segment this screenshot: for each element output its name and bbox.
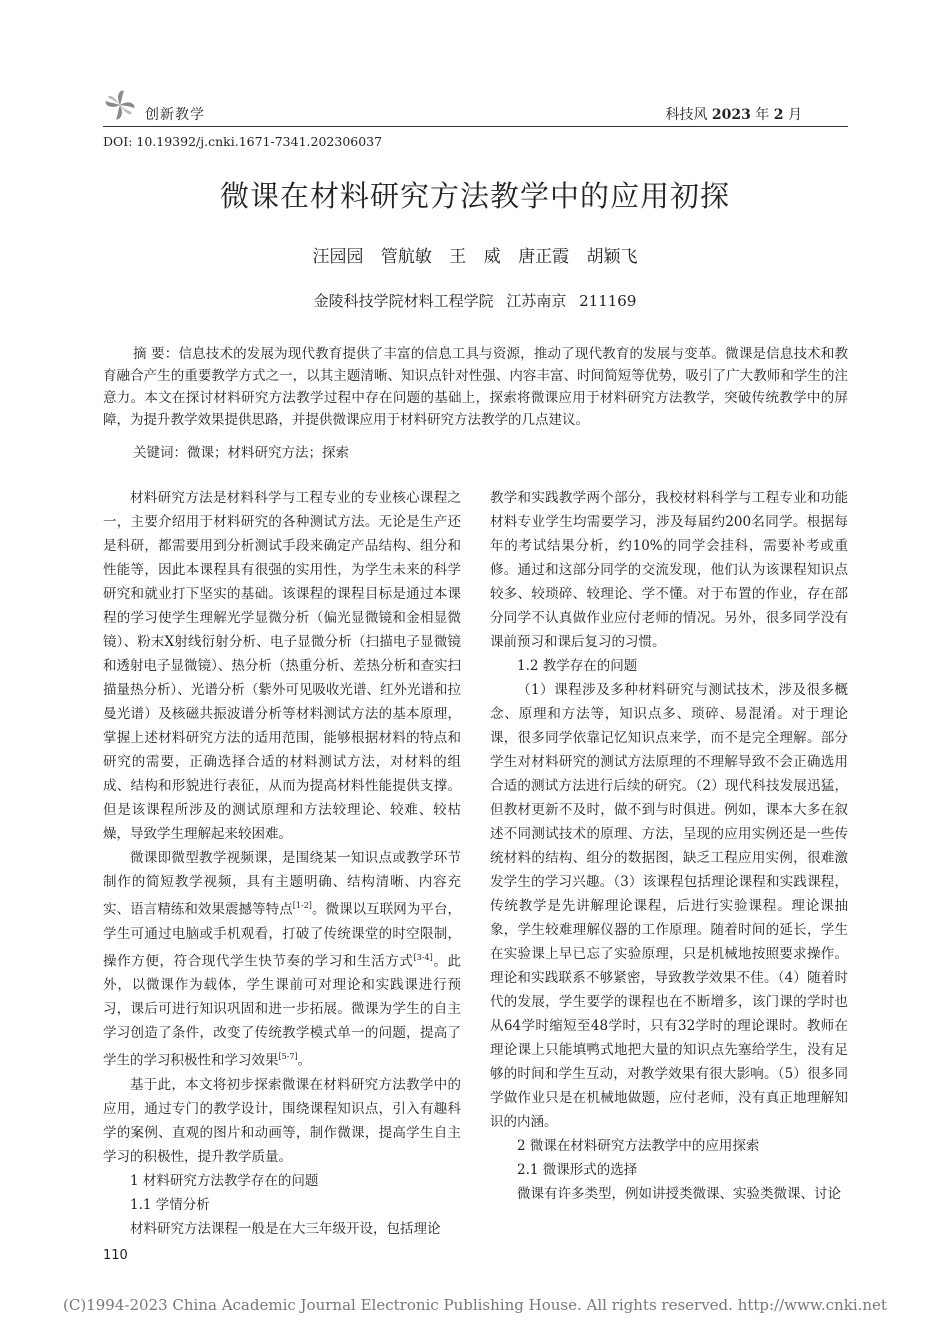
paragraph: 材料研究方法是材料科学与工程专业的专业核心课程之一，主要介绍用于材料研究的各种测试方法。无论是生产还是科研，都需要用到分析测试手段来确定产品结构、组分和性能等，因此本课程具有很强的实用性，为学生未来的科学研究和就业打下坚实的基础。该课程的课程目标是通过本课程的学习使学生理解光学显微分析（偏光显微镜和金相显微镜）、粉末X射线衍射分析、电子显微分析（扫描电子显微镜和透射电子显微镜）、热分析（热重分析、差热分析和查实扫描量热分析）、光谱分析（紫外可见吸收光谱、红外光谱和拉曼光谱）及核磁共振波谱分析等材料测试方法的基本原理，掌握上述材料研究方法的适用范围，能够根据材料的特点和研究的需要，正确选择合适的材料测试方法，对材料的组成、结构和形貌进行表征，从而为提高材料性能提供支撑。但是该课程所涉及的测试原理和方法较理论、较难、较枯燥，导致学生理解起来较困难。 [103, 490, 461, 842]
paragraph: 基于此，本文将初步探索微课在材料研究方法教学中的应用，通过专门的教学设计，围绕课程知识点，引入有趣科学的案例、直观的图片和动画等，制作微课，提高学生自主学习的积极性，提升教学质量。 [103, 1076, 461, 1165]
subsection-heading: 1.1 学情分析 [130, 1196, 210, 1213]
authors: 汪园园 管航敏 王 威 唐正霞 胡颖飞 [312, 247, 638, 267]
citation[interactable]: [5-7] [278, 1052, 298, 1061]
article-title: 微课在材料研究方法教学中的应用初探 [219, 179, 730, 213]
right-column [490, 486, 848, 1206]
copyright-footer: (C)1994-2023 China Academic Journal Electronic Publishing House. All rights reserved. http://www.cnki.net [63, 1296, 887, 1314]
paragraph: （1）课程涉及多种材料研究与测试技术，涉及很多概念、原理和方法等，知识点多、琐碎、易混淆。对于理论课，很多同学依靠记忆知识点来学，而不是完全理解。部分学生对材料研究的测试方法原理的不理解导致不会正确选用合适的测试方法进行后续的研究。（2）现代科技发展迅猛，但教材更新不及时，做不到与时俱进。例如，课本大多在叙述不同测试技术的原理、方法，呈现的应用实例还是一些传统材料的结构、组分的数据图，缺乏工程应用实例，很难激发学生的学习兴趣。（3）该课程包括理论课程和实践课程，传统教学是先讲解理论课程，后进行实验课程。理论课抽象，学生较难理解仪器的工作原理。随着时间的延长，学生在实验课上早已忘了实验原理，只是机械地按照要求操作。理论和实践联系不够紧密，导致教学效果不佳。（4）随着时代的发展，学生要学的课程也在不断增多，该门课的学时也从64学时缩短至48学时，只有32学时的理论课时。教师在理论课上只能填鸭式地把大量的知识点先塞给学生，没有足够的时间和学生互动，对教学效果有很大影响。（5）很多同学做作业只是在机械地做题，应付老师，没有真正地理解知识的内涵。 [490, 682, 848, 1130]
doi[interactable]: DOI: 10.19392/j.cnki.1671-7341.202306037 [103, 134, 383, 149]
keywords-label: 关键词： [133, 445, 187, 461]
affiliation: 金陵科技学院材料工程学院 江苏南京 211169 [313, 292, 637, 310]
header-divider [103, 126, 848, 127]
keywords-text: 微课；材料研究方法；探索 [187, 445, 349, 461]
paragraph: 微课有许多类型，例如讲授类微课、实验类微课、讨论 [517, 1186, 841, 1202]
paragraph: 微课即微型教学视频课，是围绕某一知识点或教学环节制作的简短教学视频，具有主题明确、结构清晰、内容充实、语言精练和效果震撼等特点[1-2]。微课以互联网为平台，学生可通过电脑或手机观看，打破了传统课堂的时空限制，操作方便，符合现代学生快节奏的学习和生活方式[3-4]。此外，以微课作为载体，学生课前可对理论和实践课进行预习，课后可进行知识巩固和进一步拓展。微课为学生的自主学习创造了条件，改变了传统教学模式单一的问题，提高了学生的学习积极性和学习效果[5-7]。 [103, 850, 462, 1069]
section-label: 创新教学 [145, 107, 205, 123]
paragraph: 教学和实践教学两个部分，我校材料科学与工程专业和功能材料专业学生均需要学习，涉及每届约200名同学。根据每年的考试结果分析，约10%的同学会挂科，需要补考或重修。通过和这部分同学的交流发现，他们认为该课程知识点较多、较琐碎、较理论、学不懂。对于布置的作业，存在部分同学不认真做作业应付老师的情况。另外，很多同学没有课前预习和课后复习的习惯。 [490, 490, 848, 650]
page-number: 110 [103, 1248, 128, 1263]
abstract-text: 信息技术的发展为现代教育提供了丰富的信息工具与资源，推动了现代教育的发展与变革。微课是信息技术和教育融合产生的重要教学方式之一，以其主题清晰、知识点针对性强、内容丰富、时间简短等优势，吸引了广大教师和学生的注意力。本文在探讨材料研究方法教学过程中存在问题的基础上，探索将微课应用于材料研究方法教学，突破传统教学中的屏障，为提升教学效果提供思路，并提供微课应用于材料研究方法教学的几点建议。 [103, 346, 849, 428]
left-column [103, 486, 461, 1241]
section-heading: 2 微课在材料研究方法教学中的应用探索 [517, 1138, 760, 1154]
keywords [103, 441, 848, 461]
section-heading: 1 材料研究方法教学存在的问题 [130, 1172, 319, 1189]
citation[interactable]: [3-4] [413, 952, 433, 962]
subsection-heading: 2.1 微课形式的选择 [517, 1162, 638, 1178]
citation[interactable]: [1-2] [292, 901, 312, 910]
paragraph: 材料研究方法课程一般是在大三年级开设，包括理论 [130, 1220, 441, 1237]
journal-issue: 科技风 2023 年 2 月 [665, 107, 802, 123]
abstract-label: 摘 要： [133, 346, 179, 362]
journal-logo [103, 88, 137, 122]
abstract [103, 343, 848, 431]
subsection-heading: 1.2 教学存在的问题 [517, 658, 638, 674]
